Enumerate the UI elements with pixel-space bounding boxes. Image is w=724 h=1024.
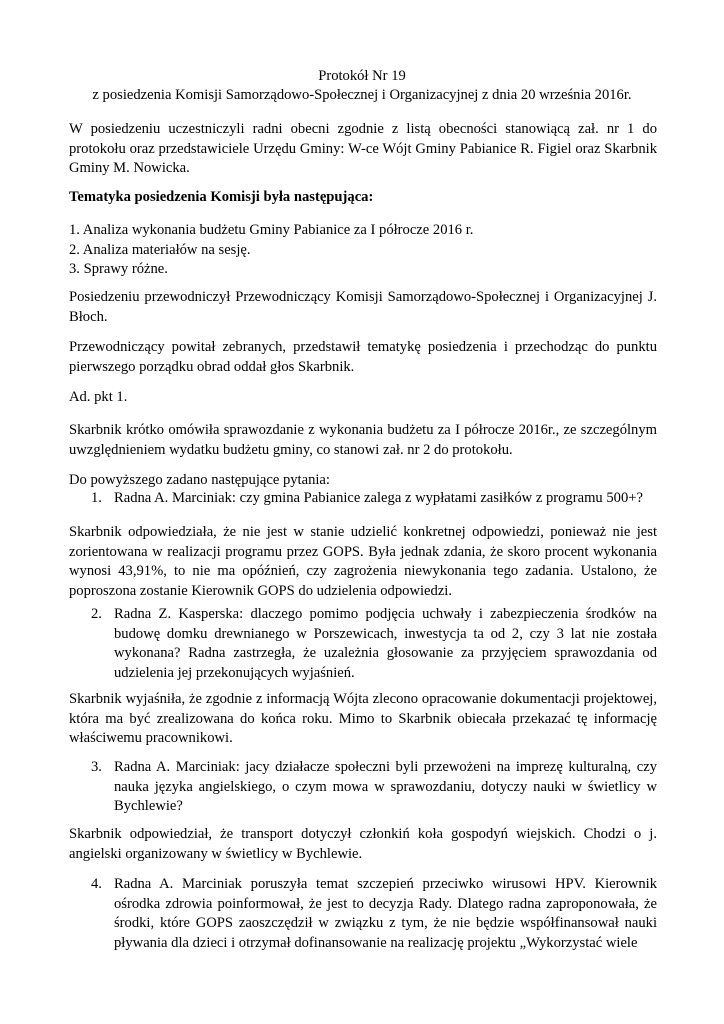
- agenda-item: 3. Sprawy różne.: [69, 261, 168, 277]
- question-item: [91, 758, 657, 817]
- answer-paragraph: Skarbnik odpowiedział, że transport dotyczył członkiń koła gospodyń wiejskich. Chodzi o j. angielski organizowany w świetlicy w Bychlewie.: [69, 826, 657, 862]
- report-paragraph: Skarbnik krótko omówiła sprawozdanie z wykonania budżetu za I półrocze 2016r., ze szczególnym uwzględnieniem wydatku budżetu gminy, co stanowi zał. nr 2 do protokołu.: [69, 422, 657, 458]
- question-text: Radna A. Marciniak: czy gmina Pabianice zalega z wypłatami zasiłków z programu 500+?: [114, 490, 643, 506]
- questions-intro: Do powyższego zadano następujące pytania:: [69, 472, 330, 488]
- ad-point-heading: Ad. pkt 1.: [69, 389, 128, 405]
- question-item: [91, 875, 657, 953]
- question-number: 1.: [91, 490, 102, 506]
- question-text: Radna A. Marciniak poruszyła temat szczepień przeciwko wirusowi HPV. Kierownik ośrodka zdrowia poinformował, że jest to decyzja Rady. Dlatego radna zaproponowała, że środki, które GOPS zaoszczędził w związku z tym, że nie będzie współfinansował nauki pływania dla dzieci i otrzymał dofinansowanie na realizację projektu „Wykorzystać wiele: [114, 876, 657, 951]
- document-title: Protokół Nr 19: [318, 68, 406, 84]
- question-number: 3.: [91, 759, 102, 775]
- answer-paragraph: Skarbnik wyjaśniła, że zgodnie z informacją Wójta zlecono opracowanie dokumentacji projektowej, która ma być zrealizowana do końca roku. Mimo to Skarbnik obiecała przekazać tę informację właściwemu pracownikowi.: [69, 691, 657, 746]
- question-text: Radna Z. Kasperska: dlaczego pomimo podjęcia uchwały i zabezpieczenia środków na budowę domku drewnianego w Porszewicach, inwestycja ta od 2, czy 3 lat nie została wykonana? Radna zastrzegła, że uzależnia głosowanie za przyjęciem sprawozdania od udzielenia jej przekonujących wyjaśnień.: [114, 606, 657, 681]
- question-number: 4.: [91, 876, 102, 892]
- chair-paragraph: Posiedzeniu przewodniczył Przewodniczący Komisji Samorządowo-Społecznej i Organizacyjnej J. Błoch.: [69, 289, 657, 325]
- question-item: [91, 489, 657, 509]
- agenda-list: [69, 221, 657, 280]
- answer-paragraph: Skarbnik odpowiedziała, że nie jest w stanie udzielić konkretnej odpowiedzi, ponieważ nie jest zorientowana w realizacji programu przez GOPS. Była jednak zdania, że skoro procent wykonania wynosi 43,91%, to nie ma opóźnień, czy zagrożenia niewykonania tego zadania. Ustalono, że poproszona zostanie Kierownik GOPS do udzielenia odpowiedzi.: [69, 524, 657, 599]
- greeting-paragraph: Przewodniczący powitał zebranych, przedstawił tematykę posiedzenia i przechodząc do punktu pierwszego porządku obrad oddał głos Skarbnik.: [69, 339, 657, 375]
- intro-paragraph: W posiedzeniu uczestniczyli radni obecni zgodnie z listą obecności stanowiącą zał. nr 1 do protokołu oraz przedstawiciele Urzędu Gminy: W-ce Wójt Gminy Pabianice R. Figiel oraz Skarbnik Gminy M. Nowicka.: [69, 121, 657, 176]
- agenda-item: 1. Analiza wykonania budżetu Gminy Pabianice za I półrocze 2016 r.: [69, 222, 474, 238]
- question-number: 2.: [91, 606, 102, 622]
- question-text: Radna A. Marciniak: jacy działacze społeczni byli przewożeni na imprezę kulturalną, czy nauka języka angielskiego, o czym mowa w sprawozdaniu, dotyczy nauki w świetlicy w Bychlewie?: [114, 759, 657, 814]
- agenda-item: 2. Analiza materiałów na sesję.: [69, 241, 251, 258]
- question-item: [91, 605, 657, 683]
- agenda-heading: Tematyka posiedzenia Komisji była następująca:: [69, 189, 374, 205]
- document-subtitle: z posiedzenia Komisji Samorządowo-Społecznej i Organizacyjnej z dnia 20 września 2016r.: [92, 87, 632, 103]
